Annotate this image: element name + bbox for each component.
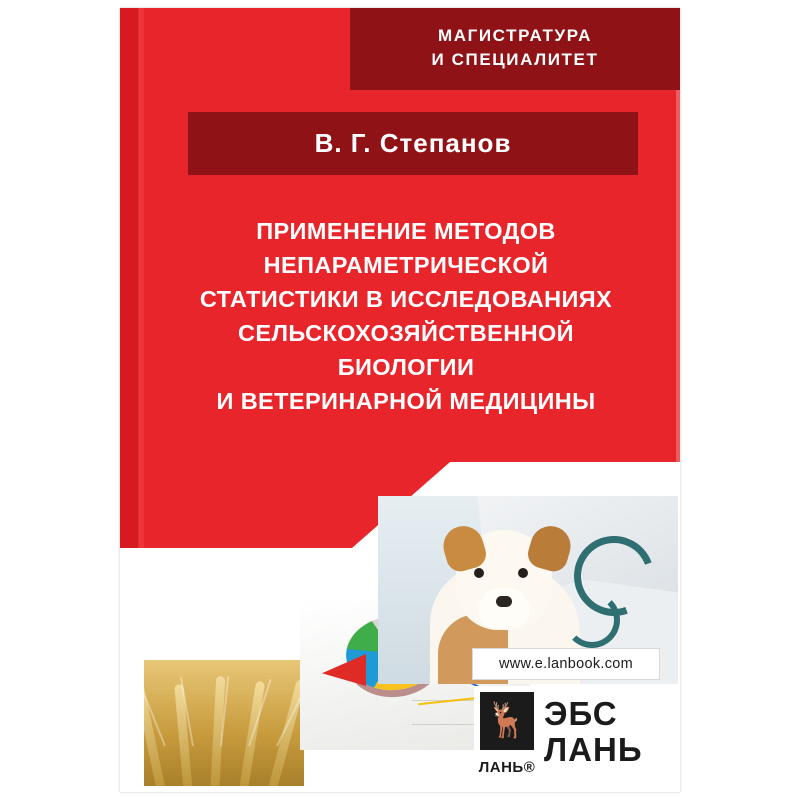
dog-eye-right bbox=[518, 568, 528, 578]
publisher-logo-word-1: ЭБС bbox=[544, 695, 618, 732]
dog-snout bbox=[478, 588, 530, 628]
book-title bbox=[156, 214, 656, 418]
series-line-1: МАГИСТРАТУРА bbox=[437, 26, 593, 45]
title-line-2: НЕПАРАМЕТРИЧЕСКОЙ bbox=[263, 252, 549, 278]
publisher-url-box bbox=[472, 648, 660, 680]
deer-icon: 🦌 bbox=[480, 692, 534, 750]
series-banner bbox=[350, 8, 680, 90]
publisher-logo bbox=[474, 686, 660, 778]
publisher-logo-text bbox=[540, 686, 660, 778]
series-line-2: И СПЕЦИАЛИТЕТ bbox=[431, 50, 599, 69]
title-line-5: БИОЛОГИИ bbox=[337, 354, 475, 380]
title-line-3: СТАТИСТИКИ В ИССЛЕДОВАНИЯХ bbox=[199, 286, 613, 312]
stethoscope-tube bbox=[564, 592, 620, 648]
dog-eye-left bbox=[474, 568, 484, 578]
wheat-photo bbox=[144, 660, 304, 786]
author-name: В. Г. Степанов bbox=[314, 128, 512, 158]
book-cover bbox=[120, 8, 680, 792]
publisher-logo-mark-area bbox=[474, 686, 540, 778]
publisher-url: www.e.lanbook.com bbox=[498, 656, 634, 672]
publisher-logo-mark-label: ЛАНЬ® bbox=[478, 759, 536, 776]
title-line-1: ПРИМЕНЕНИЕ МЕТОДОВ bbox=[256, 218, 556, 244]
author-box bbox=[188, 112, 638, 175]
publisher-logo-word-2: ЛАНЬ bbox=[544, 731, 643, 768]
dog-nose bbox=[496, 596, 512, 607]
title-line-4: СЕЛЬСКОХОЗЯЙСТВЕННОЙ bbox=[238, 320, 574, 346]
title-line-6: И ВЕТЕРИНАРНОЙ МЕДИЦИНЫ bbox=[216, 388, 596, 414]
